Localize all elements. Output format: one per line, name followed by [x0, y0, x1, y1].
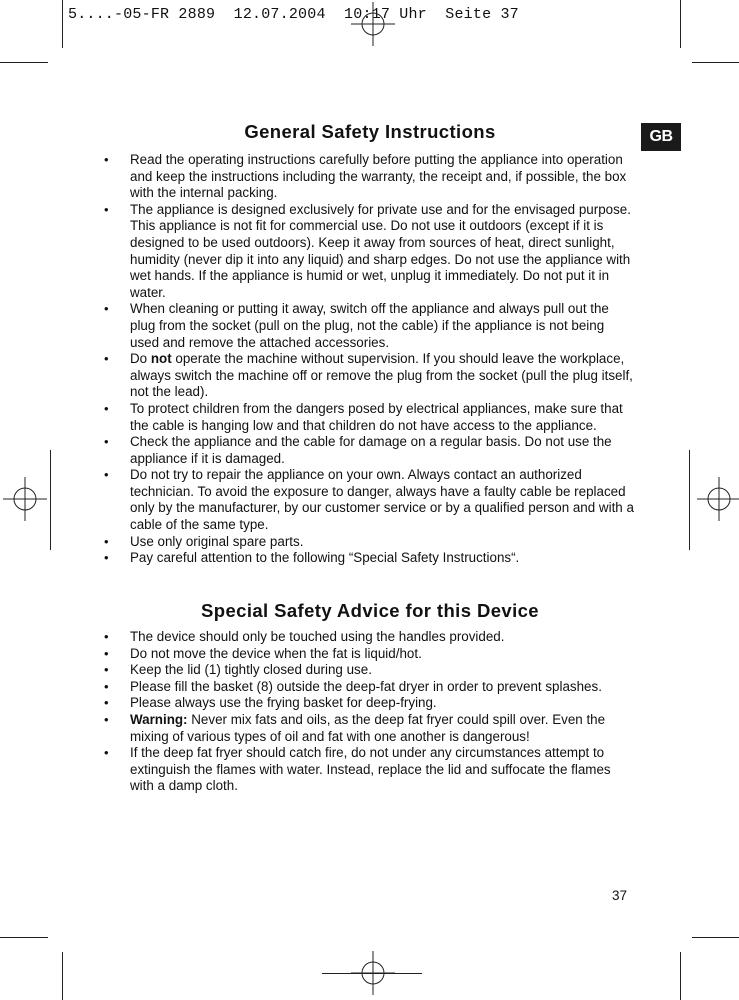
emphasis: not [150, 351, 172, 367]
crop-mark-top-right-v [680, 0, 681, 48]
language-tab: GB [641, 123, 681, 151]
general-safety-title: General Safety Instructions [244, 121, 496, 142]
list-item: • Please fill the basket (8) outside the deep-fat dryer in order to prevent splashes. [104, 679, 636, 696]
crop-mark-top-left-h [0, 62, 48, 63]
crop-mark-top-left-v [62, 0, 63, 48]
registration-line-bottom [322, 973, 422, 974]
crop-mark-bottom-left-h [0, 937, 48, 938]
special-safety-title: Special Safety Advice for this Device [201, 600, 539, 621]
list-item: • Use only original spare parts. [104, 534, 636, 551]
page-number: 37 [612, 888, 628, 903]
registration-mark-top-icon [351, 2, 395, 46]
list-item-text: Do [130, 351, 151, 367]
list-item [104, 712, 636, 745]
list-item: • Do not try to repair the appliance on your own. Always contact an authorized technician. To avoid the exposure to danger, always have a faulty cable be replaced only by the manufacturer, by our customer service or by a qualified person and with a cable of the same type. [104, 467, 636, 533]
registration-line-left [50, 450, 51, 550]
print-slug: 5....-05-FR 2889 12.07.2004 10:17 Uhr Seite 37 [68, 6, 519, 23]
list-item: • The appliance is designed exclusively for private use and for the envisaged purpose. This appliance is not fit for commercial use. Do not use it outdoors (except if it is designed to be used outdoors). Keep it away from sources of heat, direct sunlight, humidity (never dip it into any liquid) and sharp edges. Do not use the appliance with wet hands. If the appliance is humid or wet, unplug it immediately. Do not put it in water. [104, 202, 636, 302]
list-item: • Do not move the device when the fat is liquid/hot. [104, 646, 636, 663]
list-item: • Check the appliance and the cable for damage on a regular basis. Do not use the appliance if it is damaged. [104, 434, 636, 467]
general-safety-list [104, 152, 636, 567]
crop-mark-bottom-left-v [62, 952, 63, 1000]
list-item: • The device should only be touched using the handles provided. [104, 629, 636, 646]
list-item: • Read the operating instructions carefully before putting the appliance into operation and keep the instructions including the warranty, the receipt and, if possible, the box with the internal packing. [104, 152, 636, 202]
list-item-text: operate the machine without supervision. If you should leave the workplace, always switch the machine off or remove the plug from the socket (pull the plug itself, not the lead). [130, 351, 633, 400]
list-item: • Pay careful attention to the following “Special Safety Instructions“. [104, 550, 636, 567]
list-item [104, 351, 636, 401]
registration-mark-left-icon [3, 477, 47, 521]
list-item: • Keep the lid (1) tightly closed during use. [104, 662, 636, 679]
registration-mark-right-icon [697, 477, 739, 521]
list-item-text: Never mix fats and oils, as the deep fat fryer could spill over. Even the mixing of various types of oil and fat with one another is dangerous! [130, 711, 606, 744]
list-item: • To protect children from the dangers posed by electrical appliances, make sure that the cable is hanging low and that children do not have access to the appliance. [104, 401, 636, 434]
crop-mark-bottom-right-h [692, 937, 739, 938]
list-item: • If the deep fat fryer should catch fire, do not under any circumstances attempt to extinguish the flames with water. Instead, replace the lid and suffocate the flames with a damp cloth. [104, 745, 636, 795]
registration-line-right [689, 450, 690, 550]
list-item: • When cleaning or putting it away, switch off the appliance and always pull out the plug from the socket (pull on the plug, not the cable) if the appliance is not being used and remove the attached accessories. [104, 301, 636, 351]
crop-mark-top-right-h [692, 62, 739, 63]
special-safety-list [104, 629, 636, 795]
warning-label: Warning: [130, 711, 188, 727]
crop-mark-bottom-right-v [680, 952, 681, 1000]
list-item: • Please always use the frying basket for deep-frying. [104, 695, 636, 712]
